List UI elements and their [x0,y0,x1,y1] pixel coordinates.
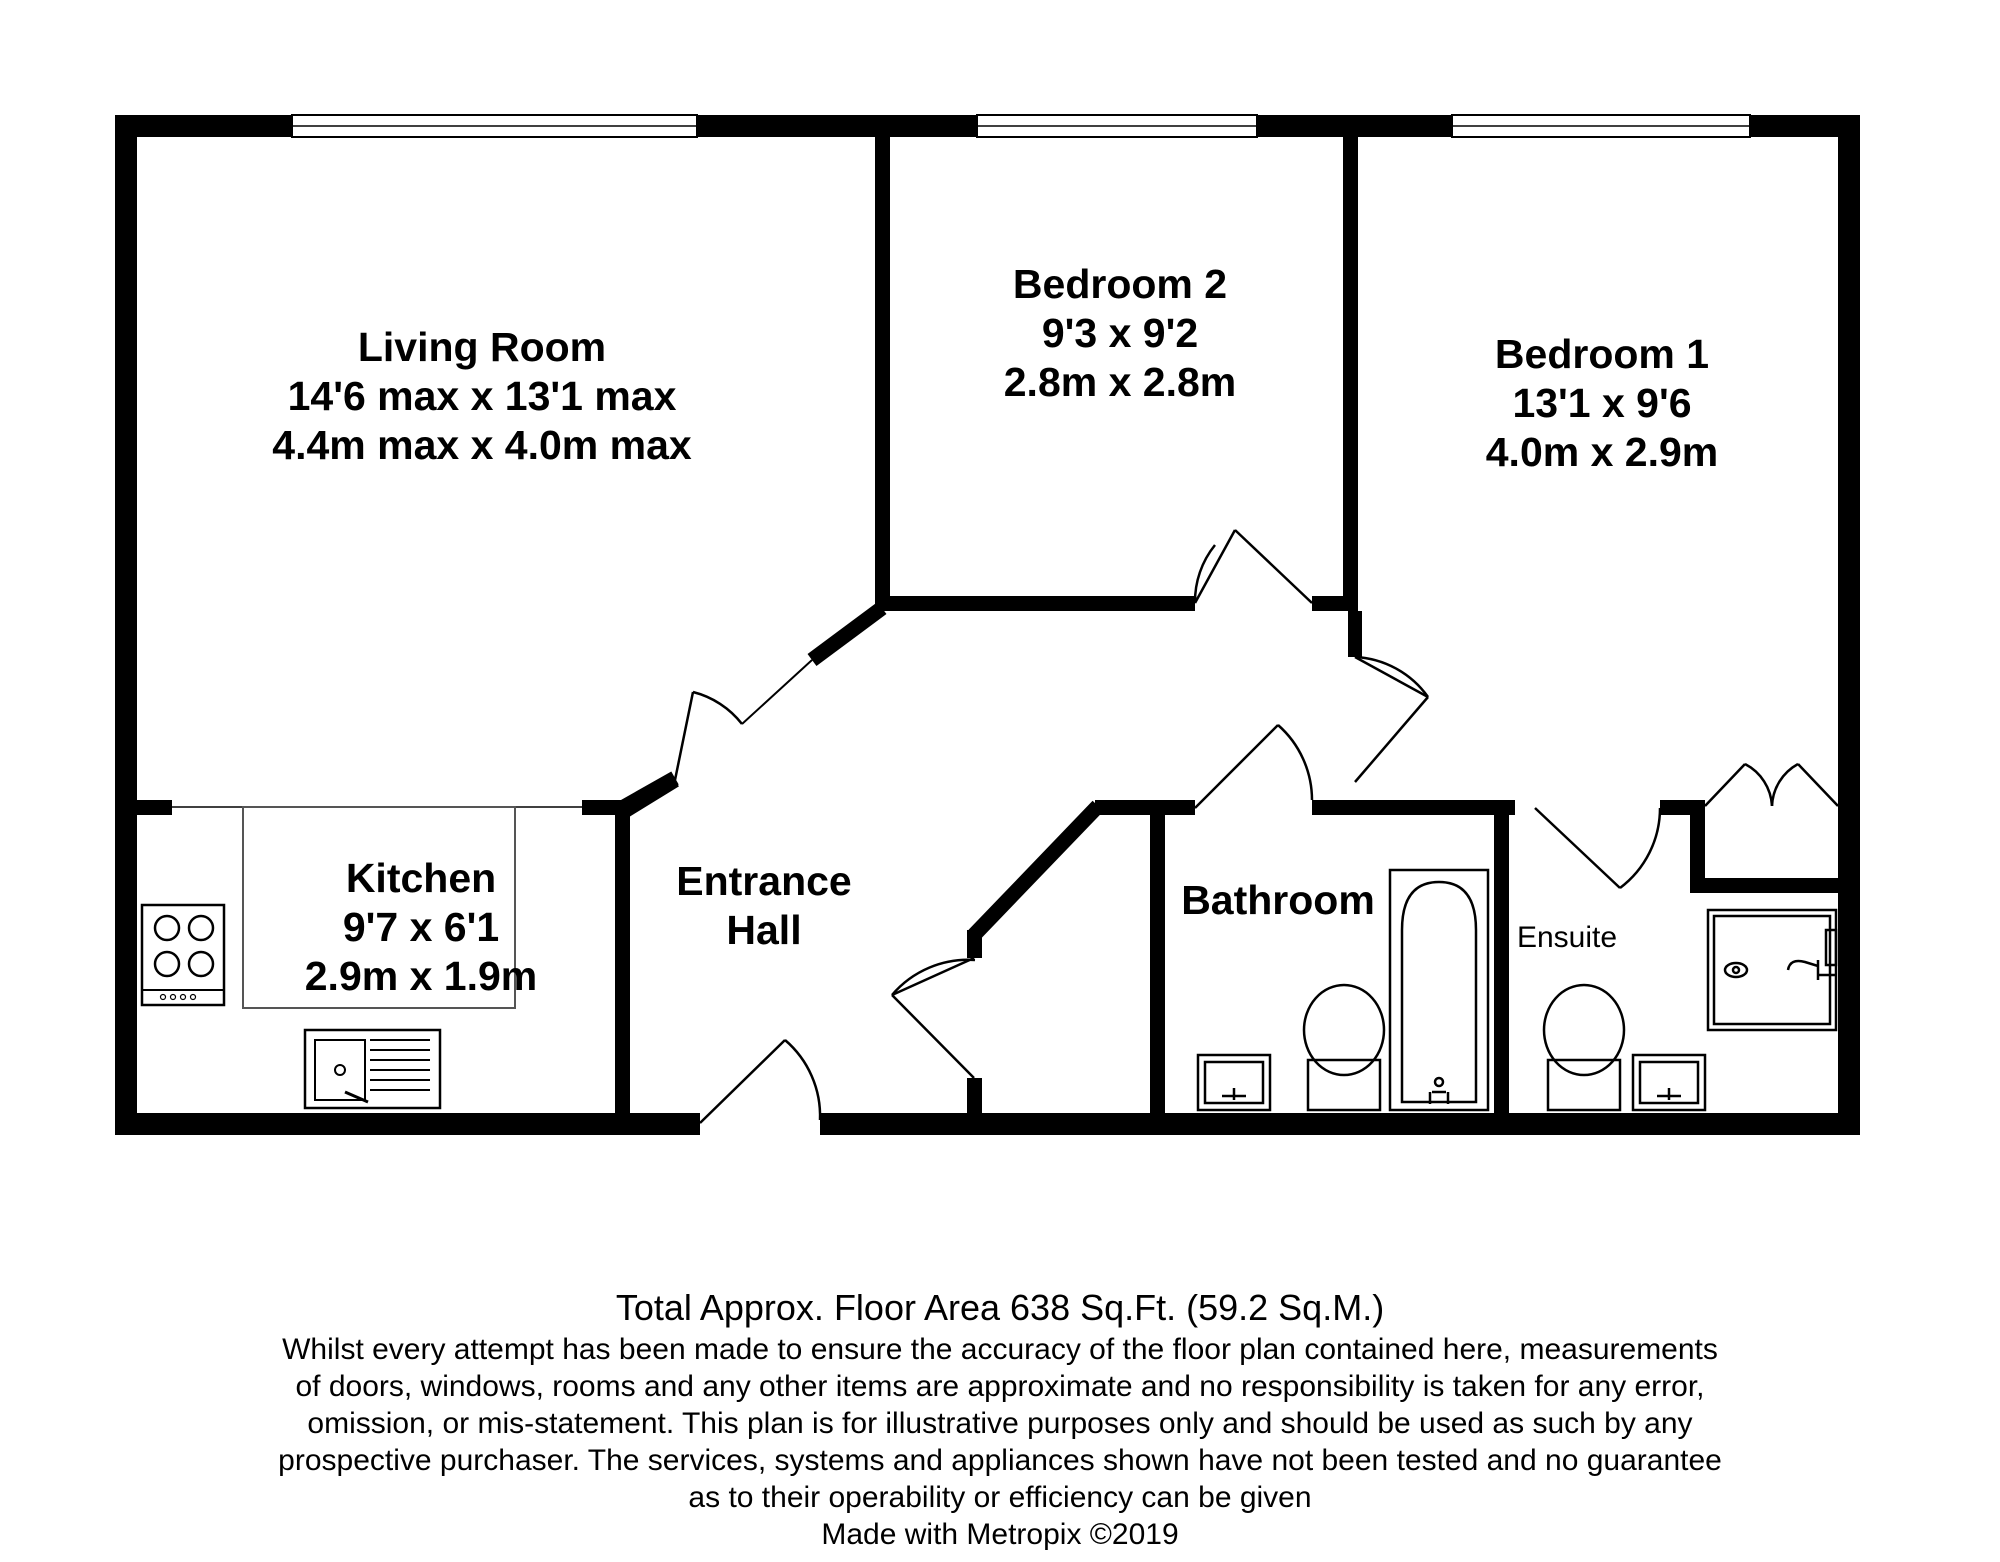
toilet-icon [1544,985,1624,1110]
ensuite-name: Ensuite [1516,921,1618,954]
disclaimer-line: omission, or mis-statement. This plan is for illustrative purposes only and should be used as such by any [307,1407,1693,1440]
bedroom-1-name: Bedroom 1 [1494,331,1710,377]
kitchen-label [305,855,538,999]
total-floor-area: Total Approx. Floor Area 638 Sq.Ft. (59.2 Sq.M.) [615,1287,1385,1328]
basin-icon [1198,1055,1270,1110]
living-room-name: Living Room [357,324,607,370]
disclaimer-line: of doors, windows, rooms and any other items are approximate and no responsibility is taken for any error, [295,1370,1705,1403]
toilet-icon [1304,985,1384,1110]
entrance-hall-label [676,858,851,953]
bathroom-name: Bathroom [1181,877,1375,923]
basin-icon [1633,1055,1705,1110]
windows [292,115,1750,137]
hob-icon [142,905,224,1005]
disclaimer-line: prospective purchaser. The services, systems and appliances shown have not been tested and no guarantee [278,1444,1722,1477]
kitchen-name: Kitchen [345,855,497,901]
living-room-label [272,324,692,468]
entrance-hall-line-1: Entrance [676,858,852,904]
sink-icon [305,1030,440,1108]
bath-icon [1390,870,1488,1110]
kitchen-metric: 2.9m x 1.9m [304,953,538,999]
bedroom-2-label [1004,261,1237,405]
footer [278,1285,1722,1554]
disclaimer [240,1331,1760,1516]
bedroom-2-imperial: 9'3 x 9'2 [1041,310,1199,356]
bedroom-2-metric: 2.8m x 2.8m [1003,359,1237,405]
shower-icon [1708,910,1836,1030]
kitchen-imperial: 9'7 x 6'1 [342,904,500,950]
credit: Made with Metropix ©2019 [821,1518,1179,1551]
living-room-metric: 4.4m max x 4.0m max [272,422,692,468]
bedroom-1-label [1486,331,1719,475]
doors [675,530,1838,1123]
bedroom-1-metric: 4.0m x 2.9m [1485,429,1719,475]
disclaimer-line: as to their operability or efficiency can be given [688,1481,1312,1514]
disclaimer-line: Whilst every attempt has been made to ensure the accuracy of the floor plan contained here, measurements [282,1333,1718,1366]
living-room-imperial: 14'6 max x 13'1 max [287,373,677,419]
bedroom-1-imperial: 13'1 x 9'6 [1512,380,1692,426]
bedroom-2-name: Bedroom 2 [1012,261,1228,307]
entrance-hall-line-2: Hall [726,907,802,953]
